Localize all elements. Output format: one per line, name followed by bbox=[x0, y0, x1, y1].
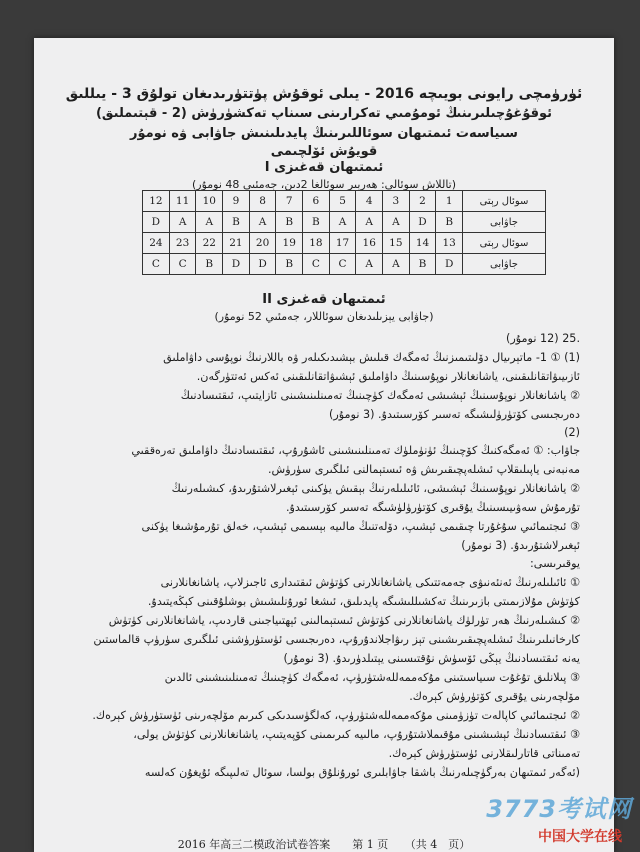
question-number-cell: 8 bbox=[249, 191, 276, 212]
answer-label-cell: جاۋابى bbox=[463, 254, 546, 275]
question-number-cell: 9 bbox=[223, 191, 250, 212]
header-title-1: ئۈرۈمچى رايونى بويىچە 2016 - يىلى ئوقۇش پۈتتۈرىدىغان تولۇق 3 - يىللىق bbox=[65, 86, 583, 102]
answer-cell: A bbox=[383, 212, 410, 233]
body-line: يوقىرىسى: bbox=[530, 557, 580, 570]
section-2-note: (جاۋابى يېزىلىدىغان سوئاللار، جەمئىي 52 نومۇر) bbox=[214, 310, 434, 323]
question-number-cell: 17 bbox=[329, 233, 356, 254]
watermark-sub: 中国大学在线 bbox=[538, 829, 622, 845]
answer-cell: D bbox=[409, 212, 436, 233]
question-number-row bbox=[143, 233, 546, 254]
header-title-2: ئوقۇغۇچىلىرىنىڭ ئومۇمىي تەكرارىنى سىناپ تەكشۈرۈش (2 - قېتىملىق) bbox=[95, 106, 553, 121]
answer-cell: B bbox=[436, 212, 463, 233]
body-line: .25 (12 نومۇر) bbox=[506, 332, 580, 345]
answer-cell: A bbox=[356, 254, 383, 275]
body-line: ئېغىرلاشتۇرىدۇ. (3 نومۇر) bbox=[461, 539, 580, 552]
body-line: ② كىشىلەرنىڭ ھەر تۈرلۈك ياشانغانلارنى كۈتۈش ئىستېمالىنى ئېھتىياجىنى قاردىپ، ياشانغانلارنى كۈتۈش bbox=[108, 614, 580, 627]
body-line: مەنبەنى ياپىلىقلاپ ئىشلەپچىقىرىش ۋە ئىستېمالنى ئىلگىرى سۈرۈش. bbox=[268, 463, 580, 476]
body-line: ③ پىلانلىق تۇغۇت سىياسىتىنى مۇكەممەللەشتۈرۈپ، ئەمگەك كۈچىنىڭ تەمىنلىنىشىنى ئالدىن bbox=[164, 671, 580, 684]
question-number-cell: 16 bbox=[356, 233, 383, 254]
body-line: (2) bbox=[564, 426, 580, 439]
question-number-cell: 18 bbox=[303, 233, 330, 254]
question-number-cell: 1 bbox=[436, 191, 463, 212]
question-number-cell: 5 bbox=[329, 191, 356, 212]
watermark-logo: 3773考试网 bbox=[486, 795, 632, 823]
answer-cell: B bbox=[409, 254, 436, 275]
page-footer: 2016 年高三二模政治试卷答案 第 1 页 （共 4 页） bbox=[177, 838, 471, 851]
exam-paper bbox=[34, 38, 614, 852]
answer-table bbox=[142, 190, 546, 275]
body-line: تەمىناتى قاتارلىقلارنى ئۈستۈرۈش كېرەك. bbox=[388, 747, 580, 760]
question-number-cell: 4 bbox=[356, 191, 383, 212]
question-number-cell: 24 bbox=[143, 233, 170, 254]
answer-cell: D bbox=[249, 254, 276, 275]
answer-cell: A bbox=[329, 212, 356, 233]
question-number-cell: 10 bbox=[196, 191, 223, 212]
answer-cell: D bbox=[143, 212, 170, 233]
body-line: يەنە ئىقتىسادنىڭ يېڭى ئۆسۈش نۇقتىسىنى يېتىلدۈرىدۇ. (3 نومۇر) bbox=[283, 652, 580, 665]
section-1-title: I ئىمتىھان قەغىزى bbox=[264, 160, 384, 175]
question-number-cell: 12 bbox=[143, 191, 170, 212]
question-number-cell: 6 bbox=[303, 191, 330, 212]
question-number-cell: 2 bbox=[409, 191, 436, 212]
body-line: كارخانىلىرىنىڭ ئىشلەپچىقىرىشىنى تېز رىۋاجلاندۇرۇپ، دەرىجىسى ئۈستۈرۈشنى ئىلگىرى سۈرۈپ قالماستىن bbox=[93, 633, 580, 646]
question-number-cell: 14 bbox=[409, 233, 436, 254]
question-number-cell: 19 bbox=[276, 233, 303, 254]
answer-cell: A bbox=[383, 254, 410, 275]
question-number-cell: 11 bbox=[169, 191, 196, 212]
answer-cell: B bbox=[303, 212, 330, 233]
section-1-note: (تاللاش سوئالى: ھەربىر سوئالغا 2دىن، جەمئىي 48 نومۇر) bbox=[191, 178, 457, 191]
section-2-title: II ئىمتىھان قەغىزى bbox=[262, 292, 386, 307]
answer-label-cell: جاۋابى bbox=[463, 212, 546, 233]
body-line: مۆلچەرىنى يۇقىرى كۆتۈرۈش كېرەك. bbox=[409, 690, 580, 703]
question-number-cell: 7 bbox=[276, 191, 303, 212]
question-number-cell: 15 bbox=[383, 233, 410, 254]
answer-cell: C bbox=[303, 254, 330, 275]
body-line: ② ئىجتىمائىي كاپالەت تۈزۈمىنى مۇكەممەللەشتۈرۈپ، كەلگۈسىدىكى كىرىم مۆلچەرىنى ئۈستۈرۈش كېرەك. bbox=[92, 709, 580, 722]
body-line: ئازىيىۋاتقانلىقىنى، ياشانغانلار نوپۇسىنىڭ داۋاملىق ئېشىۋاتقانلىقىنى ئەكس ئەتتۈرگەن. bbox=[196, 370, 580, 383]
body-line: ③ ئىقتىسادنىڭ ئېشىشىنى مۇقىملاشتۇرۇپ، مالىيە كىرىمىنى كۆپەيتىپ، ياشانغانلارنى كۈتۈش يولى، bbox=[133, 728, 580, 741]
answer-cell: C bbox=[143, 254, 170, 275]
answer-cell: C bbox=[329, 254, 356, 275]
answer-row bbox=[143, 254, 546, 275]
question-number-row bbox=[143, 191, 546, 212]
body-line: ② ياشانغانلار نوپۇسىنىڭ ئېشىشى ئەمگەك كۈچىنىڭ تەمىنلىنىشىنى ئازايتىپ، ئىقتىسادنىڭ bbox=[180, 389, 580, 402]
question-number-cell: 20 bbox=[249, 233, 276, 254]
answer-cell: B bbox=[223, 212, 250, 233]
answer-row bbox=[143, 212, 546, 233]
answer-cell: B bbox=[196, 254, 223, 275]
question-label-cell: سوئال رېتى bbox=[463, 233, 546, 254]
body-line: ③ ئىجتىمائىي سۇغۇرتا چىقىمى ئېشىپ، دۆلەتنىڭ مالىيە بېسىمى ئېشىپ، خەلق تۇرمۇشىغا يۈكنى bbox=[141, 520, 580, 533]
question-number-cell: 3 bbox=[383, 191, 410, 212]
answer-cell: A bbox=[196, 212, 223, 233]
body-line: تۇرمۇش سەۋىيىسىنىڭ يۇقىرى كۆتۈرۈلۈشىگە تەسىر كۆرسىتىدۇ. bbox=[285, 501, 580, 514]
body-line: ① ئائىلىلەرنىڭ ئەنئەنىۋى جەمەتتىكى ياشانغانلارنى كۈتۈش ئىقتىدارى ئاجىزلاپ، ياشانغانلارنى bbox=[160, 576, 580, 589]
answer-cell: B bbox=[276, 254, 303, 275]
body-line: (1) ① 1- ماتېرىيال دۆلىتىمىزنىڭ ئەمگەك قىلىش بېشىدىكىلەر ۋە باللارنىڭ نوپۇسى داۋاملىق bbox=[163, 351, 580, 364]
answer-cell: C bbox=[169, 254, 196, 275]
body-line: ② ياشانغانلار نوپۇسىنىڭ ئېشىشى، ئائىلىلەرنىڭ بېقىش يۈكىنى ئېغىرلاشتۇرىدۇ، كىشىلەرنىڭ bbox=[171, 482, 580, 495]
body-line: كۈتۈش مۇلازىمىتى بازىرىنىڭ تەكشىللىشىگە پايدىلىق، ئىشغا ئورۇنلىشىش بوشلۇقىنى كېڭەيتىدۇ. bbox=[147, 595, 580, 608]
question-number-cell: 13 bbox=[436, 233, 463, 254]
answer-cell: A bbox=[356, 212, 383, 233]
answer-cell: B bbox=[276, 212, 303, 233]
body-line: جاۋاب: ① ئەمگەكنىڭ كۆچىنىڭ ئۈنۈملۈك تەمىنلىنىشىنى ئاشۇرۇپ، ئىقتىسادنىڭ داۋاملىق تەرەققىي bbox=[131, 444, 580, 457]
answer-cell: A bbox=[249, 212, 276, 233]
header-title-4: قويۇش ئۆلچىمى bbox=[270, 144, 378, 159]
header-title-3: سىياسەت ئىمتىھان سوئاللىرىنىڭ پايدىلىنىش جاۋابى ۋە نومۇر bbox=[130, 126, 518, 141]
answer-cell: D bbox=[223, 254, 250, 275]
question-number-cell: 23 bbox=[169, 233, 196, 254]
answer-cell: A bbox=[169, 212, 196, 233]
question-label-cell: سوئال رېتى bbox=[463, 191, 546, 212]
question-number-cell: 22 bbox=[196, 233, 223, 254]
body-line: (ئەگەر ئىمتىھان بەرگۈچىلەرنىڭ باشقا جاۋابلىرى ئورۇنلۇق بولسا، سوئال تەلىپىگە ئۇيغۇن كەلسە bbox=[144, 766, 580, 779]
body-line: دەرىجىسى كۆتۈرۈلىشىگە تەسىر كۆرسىتىدۇ. (3 نومۇر) bbox=[329, 408, 580, 421]
answer-cell: D bbox=[436, 254, 463, 275]
question-number-cell: 21 bbox=[223, 233, 250, 254]
